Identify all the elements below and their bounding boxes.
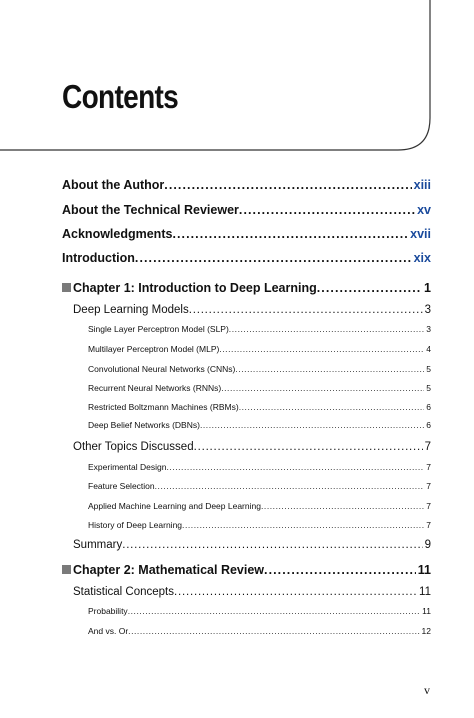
toc-chapter-title: Chapter 2: Mathematical Review	[73, 563, 265, 577]
toc-page-number: 1	[424, 281, 431, 295]
toc-entry-title: Deep Learning Models	[73, 304, 189, 316]
toc-entry-title: Probability	[88, 606, 128, 616]
toc-section-summary[interactable]	[73, 539, 431, 551]
toc-subsection[interactable]	[88, 462, 431, 472]
toc-subsection[interactable]	[88, 344, 431, 354]
toc-subsection[interactable]	[88, 364, 431, 374]
toc-section-deep-learning-models[interactable]	[73, 304, 431, 316]
toc-entry-title: Acknowledgments	[62, 227, 173, 241]
toc-page-number: 7	[426, 481, 431, 491]
toc-subsection[interactable]	[88, 481, 431, 491]
toc-page-number: 3	[426, 324, 431, 334]
toc-entry-title: Feature Selection	[88, 481, 155, 491]
toc-page-number: 11	[417, 563, 431, 577]
toc-entry-about-author[interactable]	[62, 178, 431, 192]
dot-leader	[239, 402, 425, 412]
dot-leader	[128, 626, 419, 636]
toc-page-number: 9	[424, 539, 431, 551]
toc-page-number: 11	[419, 586, 431, 598]
toc-page-number: 6	[426, 420, 431, 430]
toc-page-number: 7	[426, 520, 431, 530]
toc-page-number: 6	[426, 402, 431, 412]
toc-entry-title: And vs. Or	[88, 626, 129, 636]
toc-entry-title: About the Author	[62, 178, 165, 192]
toc-subsection[interactable]	[88, 520, 431, 530]
dot-leader	[194, 441, 423, 453]
toc-entry-title: Recurrent Neural Networks (RNNs)	[88, 383, 222, 393]
chapter-bullet-icon	[62, 283, 71, 292]
dot-leader	[229, 324, 424, 334]
toc-page-number: 7	[424, 441, 431, 453]
toc-entry-introduction[interactable]	[62, 251, 431, 265]
toc-entry-title: Deep Belief Networks (DBNs)	[88, 420, 200, 430]
toc-section-statistical-concepts[interactable]	[73, 586, 431, 598]
toc-subsection[interactable]	[88, 606, 431, 616]
toc-chapter-1[interactable]	[62, 281, 431, 295]
chapter-bullet-icon	[62, 565, 71, 574]
toc-page-number: 5	[426, 383, 431, 393]
toc-subsection[interactable]	[88, 402, 431, 412]
toc-page-number: 12	[421, 626, 431, 636]
toc-entry-acknowledgments[interactable]	[62, 227, 431, 241]
dot-leader	[128, 606, 420, 616]
toc-page-number: 11	[422, 606, 431, 616]
toc-subsection[interactable]	[88, 420, 431, 430]
toc-page-number: 7	[426, 501, 431, 511]
page-number: v	[424, 683, 430, 697]
dot-leader	[239, 203, 415, 217]
toc-page-number: 3	[424, 304, 431, 316]
toc-page-number: xvii	[410, 227, 431, 241]
dot-leader	[174, 586, 417, 598]
toc-entry-title: Statistical Concepts	[73, 586, 174, 598]
dot-leader	[235, 364, 424, 374]
toc-page-number: 5	[426, 364, 431, 374]
toc-subsection[interactable]	[88, 626, 431, 636]
toc-chapter-2[interactable]	[62, 563, 431, 577]
dot-leader	[172, 227, 408, 241]
toc-page-number: 4	[426, 344, 431, 354]
dot-leader	[219, 344, 424, 354]
dot-leader	[135, 251, 412, 265]
dot-leader	[164, 178, 411, 192]
dot-leader	[155, 481, 425, 491]
toc-entry-title: History of Deep Learning	[88, 520, 183, 530]
toc-page-number: 7	[426, 462, 431, 472]
toc-entry-title: Introduction	[62, 251, 135, 265]
toc-entry-title: Convolutional Neural Networks (CNNs)	[88, 364, 236, 374]
toc-entry-title: Summary	[73, 539, 123, 551]
dot-leader	[264, 563, 416, 577]
toc-page-number: xix	[413, 251, 431, 265]
dot-leader	[221, 383, 424, 393]
toc-entry-title: Single Layer Perceptron Model (SLP)	[88, 324, 229, 334]
toc-section-other-topics[interactable]	[73, 441, 431, 453]
toc-entry-title: Multilayer Perceptron Model (MLP)	[88, 344, 220, 354]
toc-page-number: xiii	[413, 178, 431, 192]
dot-leader	[182, 520, 424, 530]
toc-entry-title: About the Technical Reviewer	[62, 203, 239, 217]
dot-leader	[317, 281, 422, 295]
toc-chapter-title: Chapter 1: Introduction to Deep Learning	[73, 281, 317, 295]
toc-entry-technical-reviewer[interactable]	[62, 203, 431, 217]
toc-page-number: xv	[417, 203, 431, 217]
toc-entry-title: Other Topics Discussed	[73, 441, 194, 453]
dot-leader	[261, 501, 424, 511]
dot-leader	[122, 539, 422, 551]
toc-entry-title: Experimental Design	[88, 462, 167, 472]
toc-subsection[interactable]	[88, 501, 431, 511]
dot-leader	[200, 420, 424, 430]
toc-subsection[interactable]	[88, 383, 431, 393]
dot-leader	[189, 304, 423, 316]
toc-entry-title: Applied Machine Learning and Deep Learning	[88, 501, 261, 511]
page-title: Contents	[62, 78, 179, 115]
dot-leader	[166, 462, 424, 472]
toc-subsection[interactable]	[88, 324, 431, 334]
toc-entry-title: Restricted Boltzmann Machines (RBMs)	[88, 402, 239, 412]
